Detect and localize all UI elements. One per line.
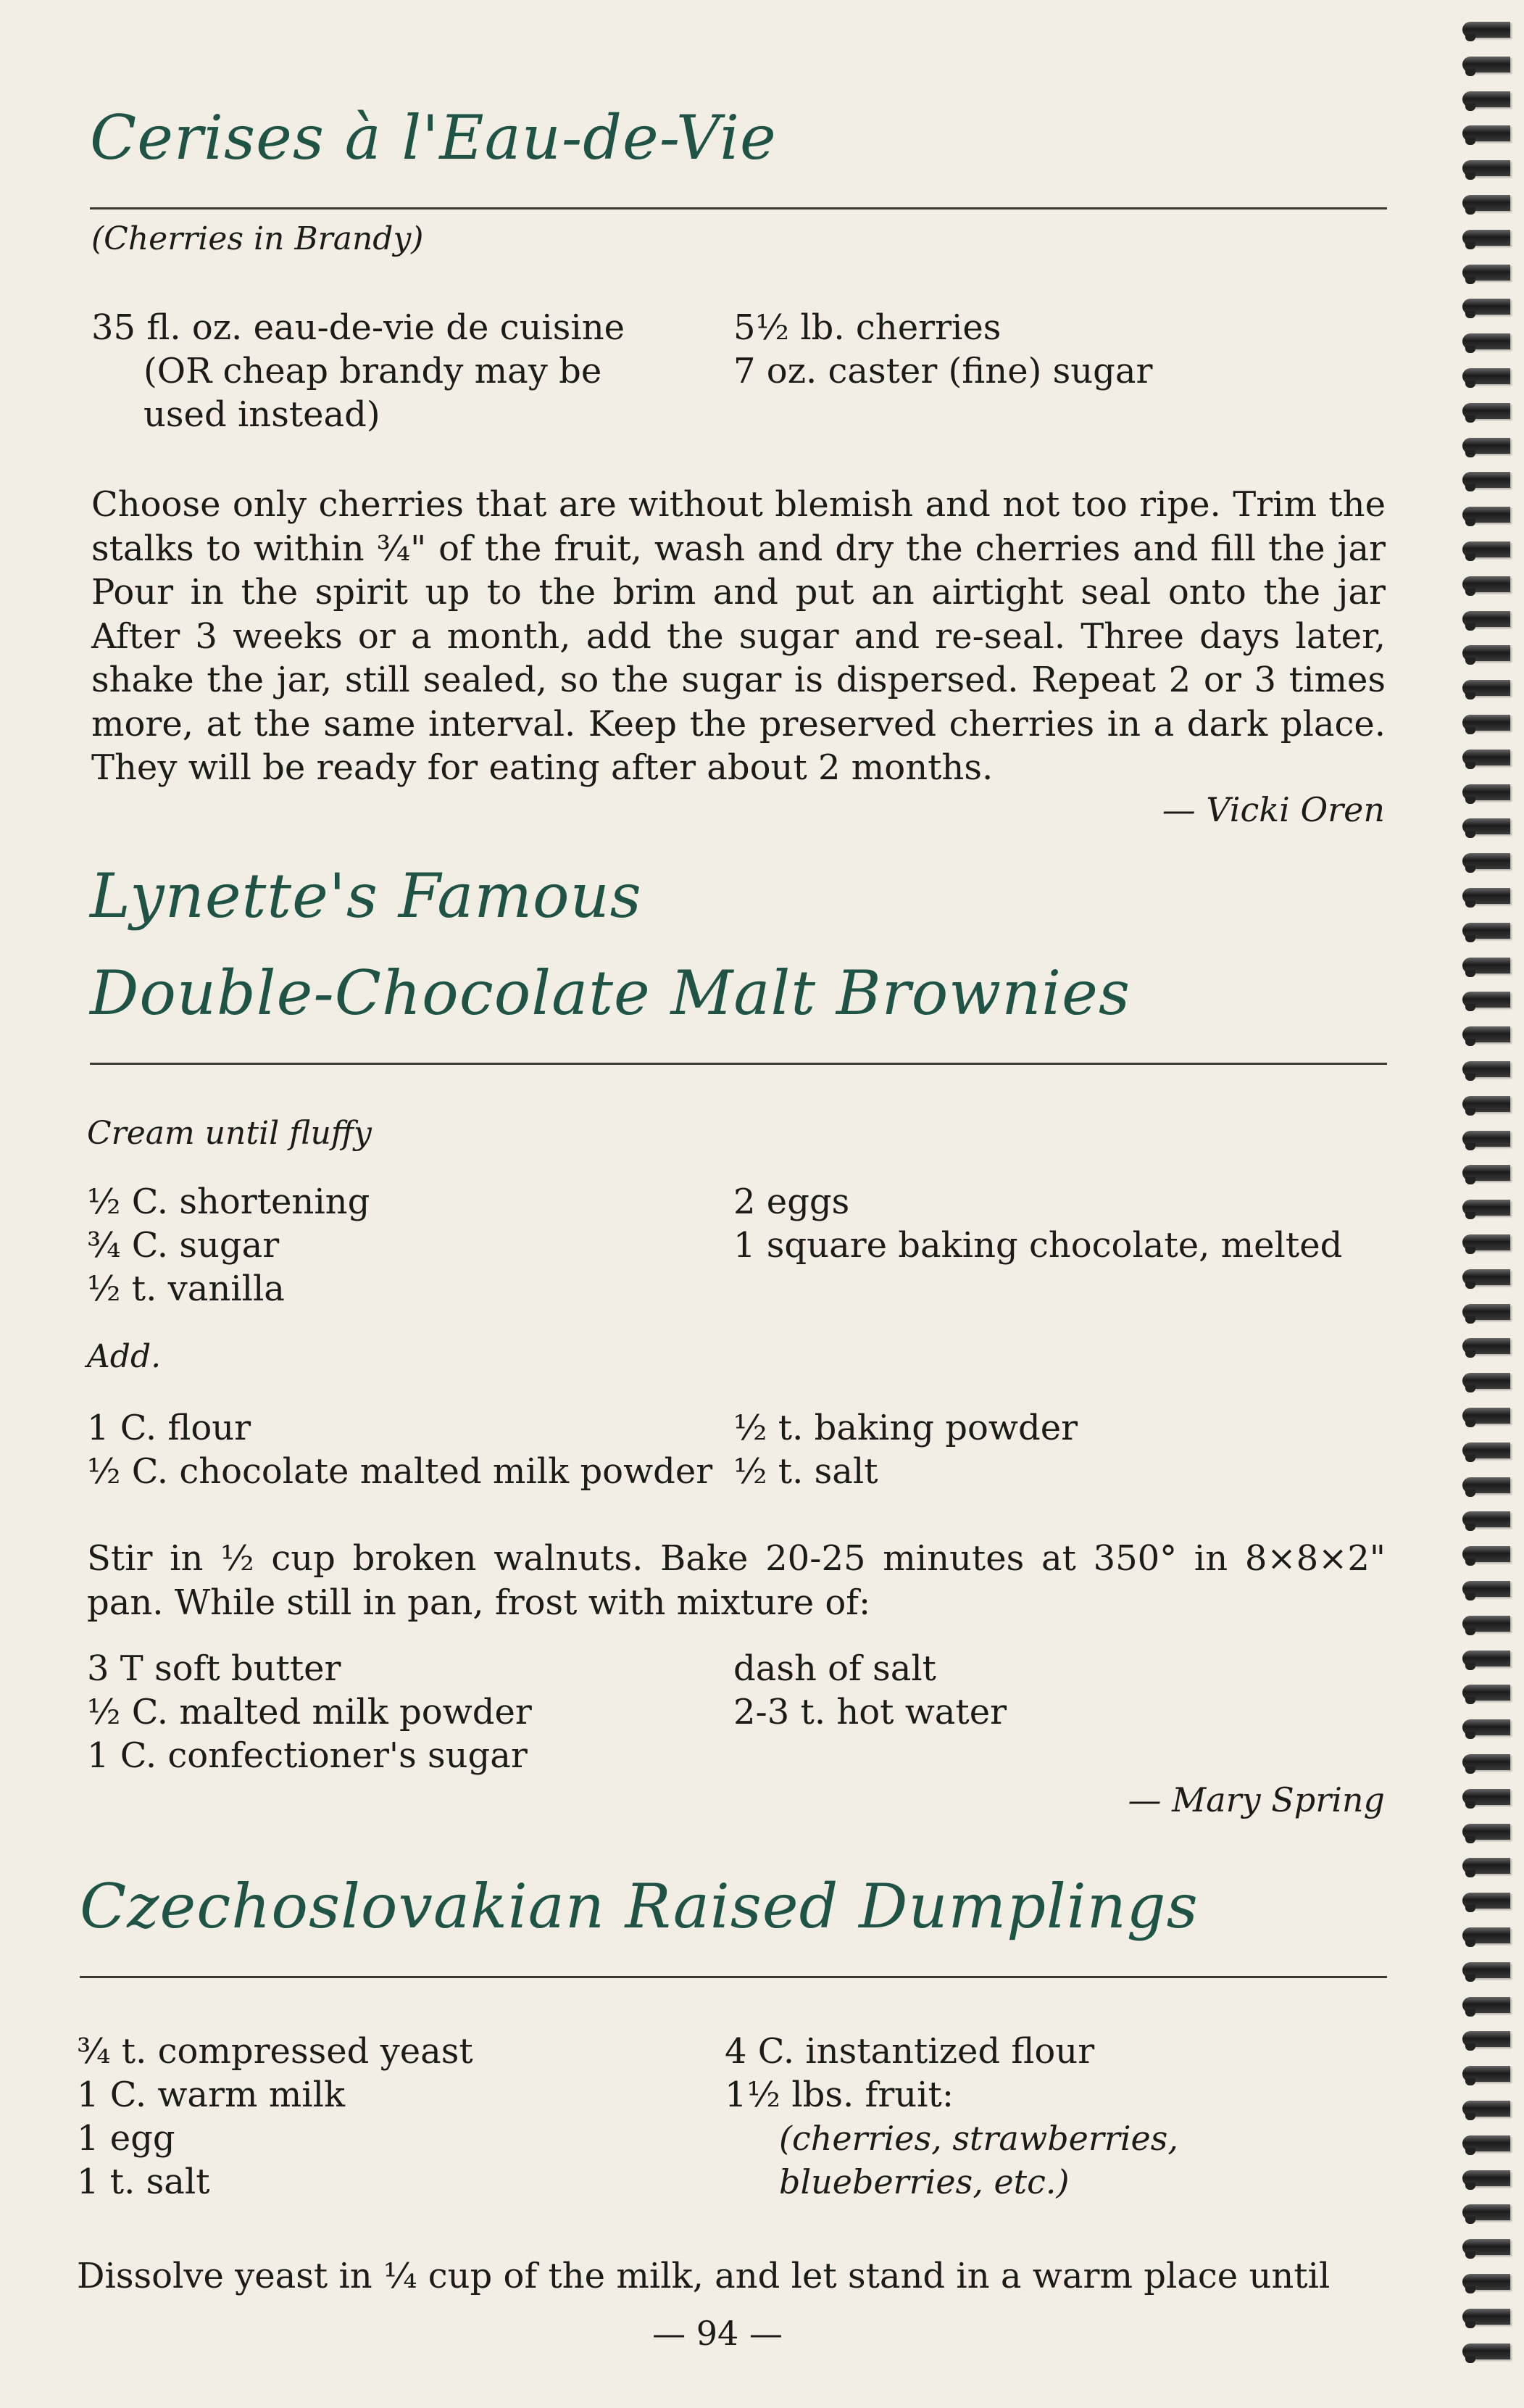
spiral-ring bbox=[1462, 2101, 1510, 2117]
spiral-ring bbox=[1462, 750, 1510, 765]
spiral-ring bbox=[1462, 1200, 1510, 1216]
ingredient-line: 1 C. warm milk bbox=[77, 2075, 346, 2115]
title-divider bbox=[90, 207, 1387, 209]
recipe-instructions: Choose only cherries that are without blemish and not too ripe. Trim the stalks to within ¾" of the fruit, wash and dry the cherries and fill the jar Pour in the spirit up to the brim and put an airtight seal onto the jar After 3 weeks or a month, add the sugar and re-seal. Three days later, shake the jar, still sealed, so the sugar is dispersed. Repeat 2 or 3 times more, at the same interval. Keep the preserved cherries in a dark place. They will be ready for eating after about 2 months. bbox=[91, 484, 1386, 788]
ingredient-note: blueberries, etc.) bbox=[779, 2162, 1070, 2201]
spiral-ring bbox=[1462, 1477, 1510, 1493]
spiral-ring bbox=[1462, 1442, 1510, 1458]
recipe-title-dumplings: Czechoslovakian Raised Dumplings bbox=[80, 1871, 1199, 1942]
spiral-ring bbox=[1462, 923, 1510, 939]
spiral-ring bbox=[1462, 368, 1510, 384]
spiral-ring bbox=[1462, 1927, 1510, 1943]
spiral-ring bbox=[1462, 645, 1510, 661]
spiral-ring bbox=[1462, 1269, 1510, 1285]
spiral-ring bbox=[1462, 818, 1510, 834]
spiral-ring bbox=[1462, 992, 1510, 1008]
spiral-ring bbox=[1462, 265, 1510, 281]
spiral-ring bbox=[1462, 1096, 1510, 1112]
ingredient-line: ½ t. salt bbox=[733, 1451, 878, 1492]
ingredient-line: used instead) bbox=[143, 394, 380, 435]
spiral-ring bbox=[1462, 2309, 1510, 2325]
spiral-ring bbox=[1462, 1719, 1510, 1735]
recipe-author: — Vicki Oren bbox=[1162, 790, 1385, 829]
spiral-ring bbox=[1462, 2343, 1510, 2359]
spiral-ring bbox=[1462, 958, 1510, 973]
spiral-ring bbox=[1462, 1061, 1510, 1077]
spiral-ring bbox=[1462, 230, 1510, 246]
ingredient-line: dash of salt bbox=[733, 1648, 936, 1689]
spiral-ring bbox=[1462, 1685, 1510, 1701]
spiral-ring bbox=[1462, 2031, 1510, 2047]
spiral-ring bbox=[1462, 195, 1510, 211]
spiral-ring bbox=[1462, 1338, 1510, 1354]
title-divider bbox=[80, 1976, 1387, 1978]
recipe-title-brownies-line2: Double-Chocolate Malt Brownies bbox=[90, 958, 1130, 1029]
spiral-ring bbox=[1462, 680, 1510, 696]
spiral-ring bbox=[1462, 541, 1510, 557]
spiral-ring bbox=[1462, 1893, 1510, 1909]
spiral-ring bbox=[1462, 576, 1510, 592]
spiral-ring bbox=[1462, 438, 1510, 454]
spiral-ring bbox=[1462, 1131, 1510, 1147]
ingredient-line: ½ t. baking powder bbox=[733, 1408, 1078, 1448]
spiral-ring bbox=[1462, 1373, 1510, 1389]
recipe-author: — Mary Spring bbox=[1128, 1780, 1385, 1819]
ingredient-line: 5½ lb. cherries bbox=[733, 307, 1002, 348]
ingredient-line: ½ C. malted milk powder bbox=[87, 1692, 532, 1732]
spiral-ring bbox=[1462, 611, 1510, 627]
ingredient-line: 35 fl. oz. eau-de-vie de cuisine bbox=[91, 307, 625, 348]
spiral-ring bbox=[1462, 1616, 1510, 1632]
ingredient-note: (cherries, strawberries, bbox=[779, 2119, 1179, 2158]
spiral-ring bbox=[1462, 1408, 1510, 1424]
spiral-binding bbox=[1462, 22, 1524, 2392]
spiral-ring bbox=[1462, 2135, 1510, 2151]
spiral-ring bbox=[1462, 1858, 1510, 1874]
spiral-ring bbox=[1462, 2239, 1510, 2255]
spiral-ring bbox=[1462, 22, 1510, 38]
spiral-ring bbox=[1462, 1824, 1510, 1840]
ingredient-line: ¾ C. sugar bbox=[87, 1225, 280, 1266]
step-heading: Add. bbox=[87, 1338, 162, 1375]
spiral-ring bbox=[1462, 57, 1510, 72]
spiral-ring bbox=[1462, 784, 1510, 800]
ingredient-line: 2-3 t. hot water bbox=[733, 1692, 1007, 1732]
spiral-ring bbox=[1462, 1546, 1510, 1562]
ingredient-line: ½ t. vanilla bbox=[87, 1269, 285, 1309]
title-divider bbox=[90, 1063, 1387, 1065]
spiral-ring bbox=[1462, 1026, 1510, 1042]
recipe-instructions: Stir in ½ cup broken walnuts. Bake 20-25 minutes at 350° in 8×8×2" pan. While still in pan, frost with mixture of: bbox=[87, 1538, 1386, 1623]
spiral-ring bbox=[1462, 715, 1510, 731]
ingredient-line: ¾ t. compressed yeast bbox=[77, 2031, 473, 2072]
ingredient-line: ½ C. chocolate malted milk powder bbox=[87, 1451, 713, 1492]
spiral-ring bbox=[1462, 1304, 1510, 1320]
spiral-ring bbox=[1462, 160, 1510, 176]
spiral-ring bbox=[1462, 91, 1510, 107]
spiral-ring bbox=[1462, 125, 1510, 141]
spiral-ring bbox=[1462, 2170, 1510, 2186]
page-number: — 94 — bbox=[652, 2314, 783, 2353]
spiral-ring bbox=[1462, 853, 1510, 869]
spiral-ring bbox=[1462, 1651, 1510, 1666]
spiral-ring bbox=[1462, 299, 1510, 315]
ingredient-line: 1 square baking chocolate, melted bbox=[733, 1225, 1343, 1266]
recipe-title-brownies-line1: Lynette's Famous bbox=[90, 860, 642, 931]
ingredient-line: ½ C. shortening bbox=[87, 1182, 370, 1222]
spiral-ring bbox=[1462, 888, 1510, 904]
ingredient-line: 2 eggs bbox=[733, 1182, 850, 1222]
recipe-instructions: Dissolve yeast in ¼ cup of the milk, and let stand in a warm place until bbox=[77, 2256, 1331, 2296]
recipe-title-cerises: Cerises à l'Eau-de-Vie bbox=[90, 102, 777, 173]
ingredient-line: 3 T soft butter bbox=[87, 1648, 341, 1689]
ingredient-line: 1 t. salt bbox=[77, 2162, 210, 2202]
ingredient-line: 1 egg bbox=[77, 2118, 175, 2159]
spiral-ring bbox=[1462, 1234, 1510, 1250]
spiral-ring bbox=[1462, 1789, 1510, 1805]
spiral-ring bbox=[1462, 1754, 1510, 1770]
ingredient-line: 7 oz. caster (fine) sugar bbox=[733, 351, 1153, 391]
spiral-ring bbox=[1462, 333, 1510, 349]
spiral-ring bbox=[1462, 472, 1510, 488]
spiral-ring bbox=[1462, 1165, 1510, 1181]
step-heading: Cream until fluffy bbox=[87, 1115, 372, 1152]
ingredient-line: 4 C. instantized flour bbox=[725, 2031, 1095, 2072]
spiral-ring bbox=[1462, 403, 1510, 419]
ingredient-line: 1½ lbs. fruit: bbox=[725, 2075, 954, 2115]
ingredient-line: 1 C. flour bbox=[87, 1408, 251, 1448]
spiral-ring bbox=[1462, 1581, 1510, 1597]
ingredient-line: (OR cheap brandy may be bbox=[143, 351, 602, 391]
spiral-ring bbox=[1462, 1997, 1510, 2013]
spiral-ring bbox=[1462, 2204, 1510, 2220]
spiral-ring bbox=[1462, 507, 1510, 523]
spiral-ring bbox=[1462, 1511, 1510, 1527]
spiral-ring bbox=[1462, 1962, 1510, 1978]
spiral-ring bbox=[1462, 2274, 1510, 2290]
ingredient-line: 1 C. confectioner's sugar bbox=[87, 1735, 528, 1776]
recipe-subtitle: (Cherries in Brandy) bbox=[91, 220, 424, 257]
spiral-ring bbox=[1462, 2066, 1510, 2082]
